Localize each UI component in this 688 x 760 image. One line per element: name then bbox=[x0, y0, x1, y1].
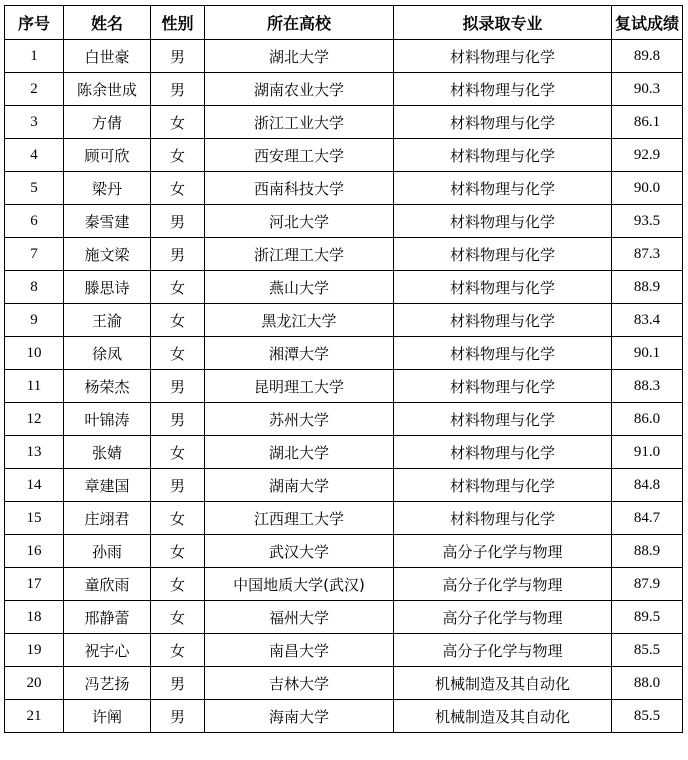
cell-score: 86.1 bbox=[612, 106, 683, 139]
cell-school: 浙江工业大学 bbox=[205, 106, 394, 139]
table-row bbox=[5, 271, 683, 304]
cell-school: 黑龙江大学 bbox=[205, 304, 394, 337]
table-row bbox=[5, 469, 683, 502]
table-row bbox=[5, 667, 683, 700]
header-major: 拟录取专业 bbox=[394, 6, 612, 40]
cell-name: 方倩 bbox=[64, 106, 151, 139]
cell-gender: 女 bbox=[151, 568, 205, 601]
table-row bbox=[5, 535, 683, 568]
header-seq: 序号 bbox=[5, 6, 64, 40]
cell-gender: 女 bbox=[151, 106, 205, 139]
cell-major: 高分子化学与物理 bbox=[394, 535, 612, 568]
table-row bbox=[5, 370, 683, 403]
cell-major: 高分子化学与物理 bbox=[394, 601, 612, 634]
cell-seq: 13 bbox=[5, 436, 64, 469]
cell-seq: 20 bbox=[5, 667, 64, 700]
cell-school: 江西理工大学 bbox=[205, 502, 394, 535]
table-row bbox=[5, 403, 683, 436]
cell-seq: 8 bbox=[5, 271, 64, 304]
cell-name: 徐凤 bbox=[64, 337, 151, 370]
cell-gender: 女 bbox=[151, 271, 205, 304]
header-gender: 性别 bbox=[151, 6, 205, 40]
cell-major: 材料物理与化学 bbox=[394, 403, 612, 436]
table-row bbox=[5, 106, 683, 139]
cell-seq: 12 bbox=[5, 403, 64, 436]
cell-score: 93.5 bbox=[612, 205, 683, 238]
cell-score: 87.3 bbox=[612, 238, 683, 271]
cell-gender: 女 bbox=[151, 634, 205, 667]
cell-seq: 19 bbox=[5, 634, 64, 667]
cell-school: 福州大学 bbox=[205, 601, 394, 634]
cell-score: 84.8 bbox=[612, 469, 683, 502]
cell-seq: 18 bbox=[5, 601, 64, 634]
cell-school: 湖北大学 bbox=[205, 40, 394, 73]
cell-school: 河北大学 bbox=[205, 205, 394, 238]
cell-major: 材料物理与化学 bbox=[394, 238, 612, 271]
cell-major: 材料物理与化学 bbox=[394, 40, 612, 73]
cell-score: 90.3 bbox=[612, 73, 683, 106]
cell-gender: 男 bbox=[151, 40, 205, 73]
cell-name: 邢静蕾 bbox=[64, 601, 151, 634]
cell-name: 杨荣杰 bbox=[64, 370, 151, 403]
cell-major: 高分子化学与物理 bbox=[394, 634, 612, 667]
cell-major: 材料物理与化学 bbox=[394, 139, 612, 172]
cell-name: 许阐 bbox=[64, 700, 151, 733]
cell-name: 庄翊君 bbox=[64, 502, 151, 535]
cell-major: 机械制造及其自动化 bbox=[394, 667, 612, 700]
cell-name: 白世豪 bbox=[64, 40, 151, 73]
table-row bbox=[5, 139, 683, 172]
table-row bbox=[5, 337, 683, 370]
cell-score: 85.5 bbox=[612, 634, 683, 667]
cell-name: 王渝 bbox=[64, 304, 151, 337]
cell-score: 88.3 bbox=[612, 370, 683, 403]
header-score: 复试成绩 bbox=[612, 6, 683, 40]
cell-gender: 男 bbox=[151, 700, 205, 733]
table-row bbox=[5, 568, 683, 601]
table-header bbox=[5, 6, 683, 40]
cell-major: 材料物理与化学 bbox=[394, 205, 612, 238]
cell-name: 孙雨 bbox=[64, 535, 151, 568]
cell-school: 燕山大学 bbox=[205, 271, 394, 304]
cell-school: 湖南农业大学 bbox=[205, 73, 394, 106]
cell-name: 顾可欣 bbox=[64, 139, 151, 172]
cell-seq: 3 bbox=[5, 106, 64, 139]
cell-major: 机械制造及其自动化 bbox=[394, 700, 612, 733]
cell-gender: 女 bbox=[151, 601, 205, 634]
cell-seq: 2 bbox=[5, 73, 64, 106]
cell-school: 西南科技大学 bbox=[205, 172, 394, 205]
cell-school: 西安理工大学 bbox=[205, 139, 394, 172]
cell-seq: 1 bbox=[5, 40, 64, 73]
cell-gender: 女 bbox=[151, 304, 205, 337]
cell-gender: 女 bbox=[151, 436, 205, 469]
table-row bbox=[5, 634, 683, 667]
cell-major: 材料物理与化学 bbox=[394, 106, 612, 139]
cell-score: 88.9 bbox=[612, 271, 683, 304]
cell-major: 材料物理与化学 bbox=[394, 73, 612, 106]
table-row bbox=[5, 700, 683, 733]
cell-major: 材料物理与化学 bbox=[394, 337, 612, 370]
cell-score: 90.0 bbox=[612, 172, 683, 205]
cell-name: 施文梁 bbox=[64, 238, 151, 271]
table-row bbox=[5, 205, 683, 238]
cell-gender: 女 bbox=[151, 139, 205, 172]
cell-score: 89.5 bbox=[612, 601, 683, 634]
cell-seq: 11 bbox=[5, 370, 64, 403]
header-row bbox=[5, 6, 683, 40]
cell-name: 秦雪建 bbox=[64, 205, 151, 238]
table-body bbox=[5, 40, 683, 733]
cell-name: 叶锦涛 bbox=[64, 403, 151, 436]
cell-name: 梁丹 bbox=[64, 172, 151, 205]
table-row bbox=[5, 238, 683, 271]
cell-gender: 女 bbox=[151, 502, 205, 535]
cell-seq: 10 bbox=[5, 337, 64, 370]
cell-school: 湖北大学 bbox=[205, 436, 394, 469]
cell-score: 89.8 bbox=[612, 40, 683, 73]
cell-name: 张婧 bbox=[64, 436, 151, 469]
cell-score: 86.0 bbox=[612, 403, 683, 436]
cell-school: 海南大学 bbox=[205, 700, 394, 733]
cell-score: 88.9 bbox=[612, 535, 683, 568]
cell-gender: 男 bbox=[151, 469, 205, 502]
cell-gender: 男 bbox=[151, 667, 205, 700]
cell-seq: 14 bbox=[5, 469, 64, 502]
table-row bbox=[5, 73, 683, 106]
cell-gender: 男 bbox=[151, 403, 205, 436]
cell-score: 90.1 bbox=[612, 337, 683, 370]
cell-name: 滕思诗 bbox=[64, 271, 151, 304]
cell-seq: 6 bbox=[5, 205, 64, 238]
cell-name: 冯艺扬 bbox=[64, 667, 151, 700]
cell-school: 湖南大学 bbox=[205, 469, 394, 502]
header-school: 所在高校 bbox=[205, 6, 394, 40]
cell-gender: 女 bbox=[151, 535, 205, 568]
cell-major: 材料物理与化学 bbox=[394, 436, 612, 469]
cell-score: 88.0 bbox=[612, 667, 683, 700]
cell-score: 85.5 bbox=[612, 700, 683, 733]
table-row bbox=[5, 502, 683, 535]
cell-major: 材料物理与化学 bbox=[394, 172, 612, 205]
cell-score: 92.9 bbox=[612, 139, 683, 172]
cell-seq: 17 bbox=[5, 568, 64, 601]
cell-name: 章建国 bbox=[64, 469, 151, 502]
cell-seq: 4 bbox=[5, 139, 64, 172]
cell-gender: 男 bbox=[151, 238, 205, 271]
cell-seq: 5 bbox=[5, 172, 64, 205]
cell-school: 湘潭大学 bbox=[205, 337, 394, 370]
cell-school: 南昌大学 bbox=[205, 634, 394, 667]
cell-school: 浙江理工大学 bbox=[205, 238, 394, 271]
cell-gender: 女 bbox=[151, 172, 205, 205]
cell-score: 83.4 bbox=[612, 304, 683, 337]
cell-gender: 女 bbox=[151, 337, 205, 370]
table-row bbox=[5, 172, 683, 205]
cell-school: 吉林大学 bbox=[205, 667, 394, 700]
cell-score: 87.9 bbox=[612, 568, 683, 601]
cell-name: 祝宇心 bbox=[64, 634, 151, 667]
cell-major: 材料物理与化学 bbox=[394, 502, 612, 535]
cell-seq: 9 bbox=[5, 304, 64, 337]
table-row bbox=[5, 40, 683, 73]
cell-school: 苏州大学 bbox=[205, 403, 394, 436]
cell-school: 中国地质大学(武汉) bbox=[205, 568, 394, 601]
cell-name: 童欣雨 bbox=[64, 568, 151, 601]
cell-seq: 16 bbox=[5, 535, 64, 568]
cell-major: 材料物理与化学 bbox=[394, 370, 612, 403]
cell-major: 材料物理与化学 bbox=[394, 469, 612, 502]
cell-major: 材料物理与化学 bbox=[394, 304, 612, 337]
cell-gender: 男 bbox=[151, 205, 205, 238]
cell-major: 材料物理与化学 bbox=[394, 271, 612, 304]
cell-score: 84.7 bbox=[612, 502, 683, 535]
table-row bbox=[5, 436, 683, 469]
cell-seq: 15 bbox=[5, 502, 64, 535]
header-name: 姓名 bbox=[64, 6, 151, 40]
cell-gender: 男 bbox=[151, 73, 205, 106]
table-row bbox=[5, 601, 683, 634]
cell-seq: 21 bbox=[5, 700, 64, 733]
cell-major: 高分子化学与物理 bbox=[394, 568, 612, 601]
cell-seq: 7 bbox=[5, 238, 64, 271]
cell-gender: 男 bbox=[151, 370, 205, 403]
cell-school: 昆明理工大学 bbox=[205, 370, 394, 403]
table-row bbox=[5, 304, 683, 337]
cell-score: 91.0 bbox=[612, 436, 683, 469]
cell-school: 武汉大学 bbox=[205, 535, 394, 568]
admission-table bbox=[4, 5, 683, 733]
cell-name: 陈余世成 bbox=[64, 73, 151, 106]
